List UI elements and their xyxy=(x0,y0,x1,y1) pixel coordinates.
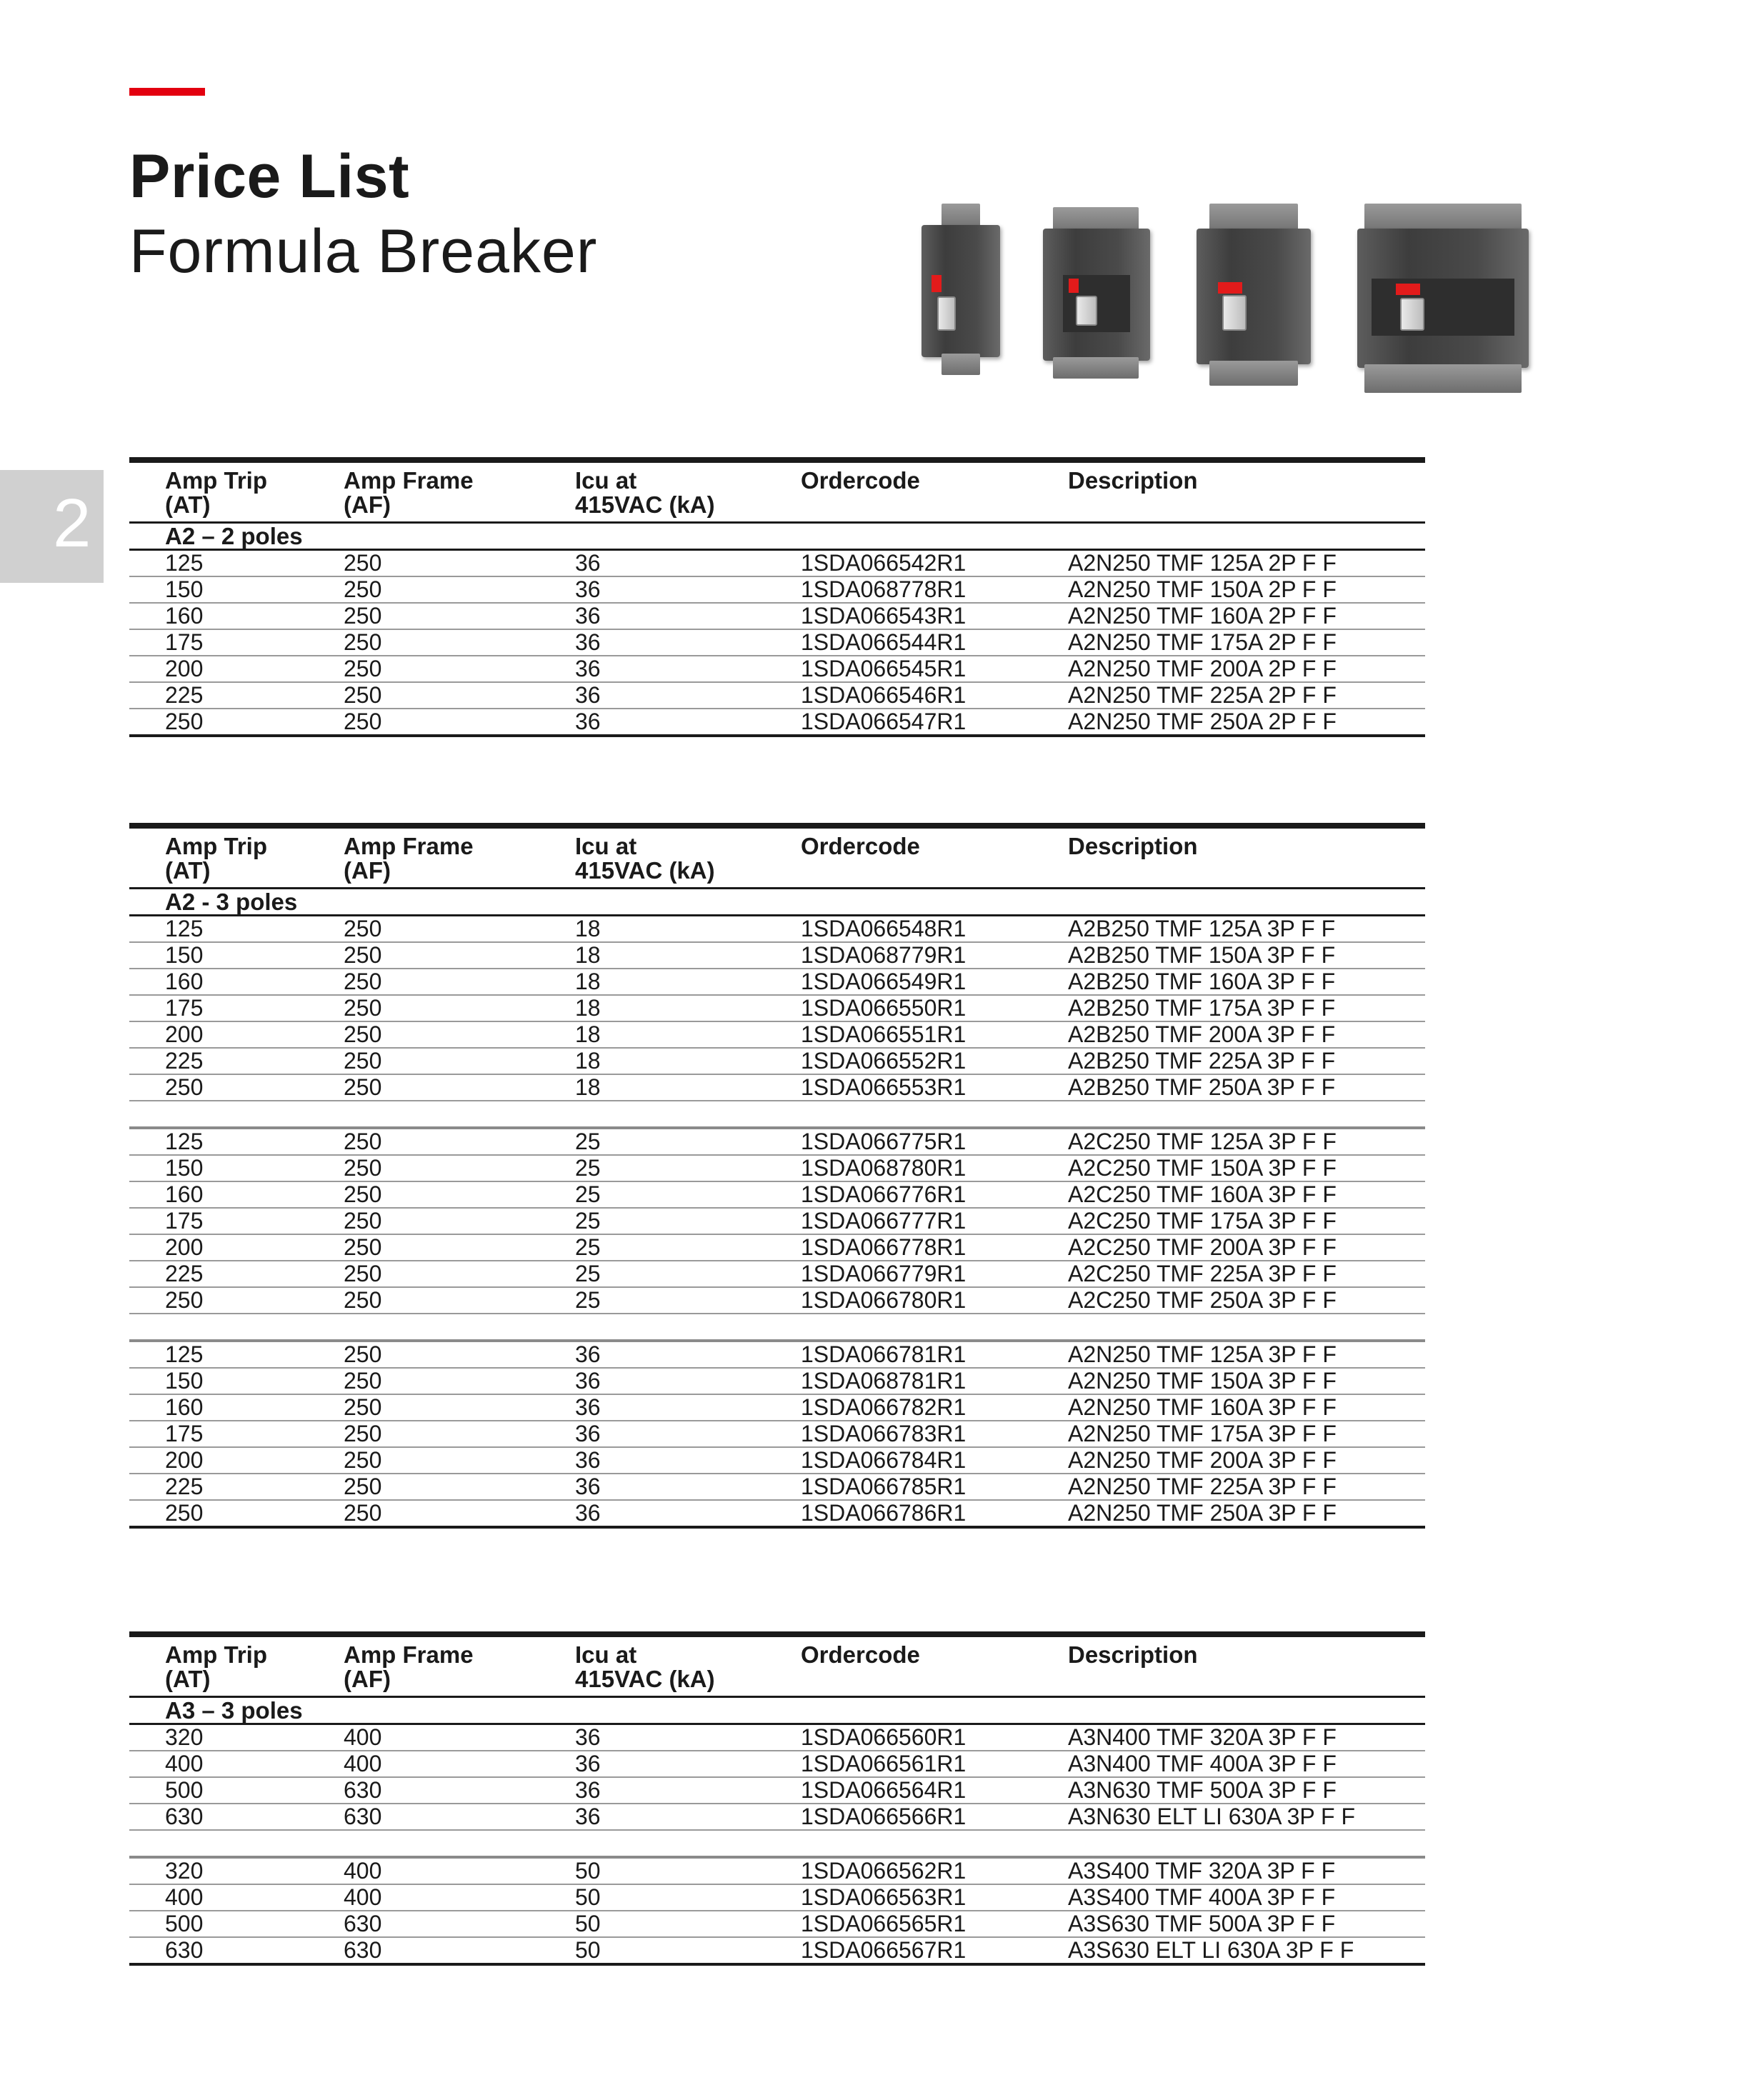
cell-amp-frame: 250 xyxy=(344,1474,575,1500)
table-row xyxy=(129,969,1425,995)
cell-amp-frame: 250 xyxy=(344,1500,575,1527)
column-header-amp-frame: Amp Frame (AF) xyxy=(344,460,575,523)
cell-ordercode: 1SDA066776R1 xyxy=(801,1181,1068,1208)
cell-amp-trip: 630 xyxy=(129,1937,344,1964)
table-row xyxy=(129,1394,1425,1421)
group-label: A2 – 2 poles xyxy=(129,523,1425,550)
table-row xyxy=(129,1884,1425,1911)
cell-amp-trip: 320 xyxy=(129,1857,344,1884)
cell-icu: 36 xyxy=(575,1341,801,1368)
column-header-ordercode: Ordercode xyxy=(801,826,1068,889)
cell-ordercode: 1SDA066779R1 xyxy=(801,1261,1068,1287)
cell-amp-frame: 250 xyxy=(344,1208,575,1234)
cell-amp-frame: 250 xyxy=(344,942,575,969)
cell-amp-frame: 250 xyxy=(344,1181,575,1208)
cell-amp-trip: 250 xyxy=(129,1500,344,1527)
table-row xyxy=(129,1208,1425,1234)
cell-amp-trip: 150 xyxy=(129,1368,344,1394)
cell-icu: 36 xyxy=(575,1804,801,1830)
table-row xyxy=(129,1155,1425,1181)
cell-description: A2N250 TMF 250A 2P F F xyxy=(1068,709,1425,736)
cell-amp-trip: 160 xyxy=(129,969,344,995)
cell-icu: 36 xyxy=(575,682,801,709)
cell-description: A2N250 TMF 125A 3P F F xyxy=(1068,1341,1425,1368)
column-header-amp-trip: Amp Trip (AT) xyxy=(129,826,344,889)
table-row xyxy=(129,1447,1425,1474)
cell-amp-trip: 200 xyxy=(129,1447,344,1474)
cell-ordercode: 1SDA066567R1 xyxy=(801,1937,1068,1964)
cell-ordercode: 1SDA066566R1 xyxy=(801,1804,1068,1830)
table-row xyxy=(129,1341,1425,1368)
cell-amp-trip: 160 xyxy=(129,603,344,629)
cell-amp-frame: 250 xyxy=(344,656,575,682)
cell-ordercode: 1SDA066562R1 xyxy=(801,1857,1068,1884)
cell-ordercode: 1SDA066560R1 xyxy=(801,1724,1068,1751)
cell-icu: 36 xyxy=(575,629,801,656)
cell-amp-frame: 250 xyxy=(344,969,575,995)
column-header-icu: Icu at 415VAC (kA) xyxy=(575,460,801,523)
cell-ordercode: 1SDA066786R1 xyxy=(801,1500,1068,1527)
group-label: A2 - 3 poles xyxy=(129,889,1425,916)
cell-ordercode: 1SDA066545R1 xyxy=(801,656,1068,682)
cell-icu: 36 xyxy=(575,576,801,603)
cell-amp-frame: 250 xyxy=(344,1021,575,1048)
table-row xyxy=(129,1500,1425,1527)
cell-ordercode: 1SDA066543R1 xyxy=(801,603,1068,629)
table-row xyxy=(129,1368,1425,1394)
table-row xyxy=(129,1234,1425,1261)
cell-ordercode: 1SDA066547R1 xyxy=(801,709,1068,736)
cell-description: A2B250 TMF 250A 3P F F xyxy=(1068,1074,1425,1101)
cell-amp-trip: 125 xyxy=(129,916,344,943)
column-header-icu: Icu at 415VAC (kA) xyxy=(575,1634,801,1697)
breaker-2-pole-image xyxy=(922,204,1000,375)
group-row xyxy=(129,889,1425,916)
cell-amp-frame: 250 xyxy=(344,1368,575,1394)
cell-amp-frame: 400 xyxy=(344,1751,575,1777)
cell-description: A2N250 TMF 225A 2P F F xyxy=(1068,682,1425,709)
cell-amp-trip: 320 xyxy=(129,1724,344,1751)
table-row xyxy=(129,629,1425,656)
cell-description: A2N250 TMF 150A 2P F F xyxy=(1068,576,1425,603)
cell-amp-frame: 250 xyxy=(344,550,575,577)
cell-description: A2N250 TMF 175A 3P F F xyxy=(1068,1421,1425,1447)
table-row xyxy=(129,1804,1425,1830)
cell-description: A2C250 TMF 200A 3P F F xyxy=(1068,1234,1425,1261)
table-row xyxy=(129,576,1425,603)
column-header-description: Description xyxy=(1068,826,1425,889)
cell-description: A2N250 TMF 200A 2P F F xyxy=(1068,656,1425,682)
cell-ordercode: 1SDA068778R1 xyxy=(801,576,1068,603)
cell-amp-trip: 500 xyxy=(129,1777,344,1804)
cell-icu: 18 xyxy=(575,942,801,969)
column-header-ordercode: Ordercode xyxy=(801,460,1068,523)
cell-amp-trip: 150 xyxy=(129,1155,344,1181)
table-row xyxy=(129,550,1425,577)
cell-ordercode: 1SDA066783R1 xyxy=(801,1421,1068,1447)
cell-amp-frame: 400 xyxy=(344,1857,575,1884)
cell-amp-frame: 250 xyxy=(344,1128,575,1155)
cell-icu: 25 xyxy=(575,1208,801,1234)
cell-amp-trip: 630 xyxy=(129,1804,344,1830)
cell-amp-trip: 125 xyxy=(129,1341,344,1368)
cell-description: A2N250 TMF 250A 3P F F xyxy=(1068,1500,1425,1527)
cell-ordercode: 1SDA066564R1 xyxy=(801,1777,1068,1804)
section-tab xyxy=(0,470,104,583)
cell-icu: 25 xyxy=(575,1155,801,1181)
cell-description: A2C250 TMF 175A 3P F F xyxy=(1068,1208,1425,1234)
cell-amp-frame: 250 xyxy=(344,709,575,736)
cell-description: A2N250 TMF 125A 2P F F xyxy=(1068,550,1425,577)
cell-amp-trip: 200 xyxy=(129,1234,344,1261)
cell-amp-trip: 200 xyxy=(129,1021,344,1048)
price-table-a2-2-poles xyxy=(129,457,1425,737)
cell-amp-trip: 500 xyxy=(129,1911,344,1937)
cell-amp-frame: 250 xyxy=(344,576,575,603)
cell-icu: 50 xyxy=(575,1884,801,1911)
cell-amp-trip: 175 xyxy=(129,1208,344,1234)
cell-ordercode: 1SDA066778R1 xyxy=(801,1234,1068,1261)
cell-amp-trip: 175 xyxy=(129,1421,344,1447)
cell-amp-frame: 250 xyxy=(344,1155,575,1181)
breaker-a3-image xyxy=(1357,204,1529,393)
cell-description: A2B250 TMF 125A 3P F F xyxy=(1068,916,1425,943)
cell-icu: 36 xyxy=(575,1777,801,1804)
table-row xyxy=(129,995,1425,1021)
page-title: Price List xyxy=(129,142,410,211)
column-header-amp-trip: Amp Trip (AT) xyxy=(129,460,344,523)
cell-ordercode: 1SDA066775R1 xyxy=(801,1128,1068,1155)
cell-amp-frame: 250 xyxy=(344,995,575,1021)
cell-amp-trip: 225 xyxy=(129,1048,344,1074)
cell-icu: 36 xyxy=(575,1394,801,1421)
cell-description: A2B250 TMF 225A 3P F F xyxy=(1068,1048,1425,1074)
cell-amp-frame: 250 xyxy=(344,1234,575,1261)
column-header-icu: Icu at 415VAC (kA) xyxy=(575,826,801,889)
cell-icu: 36 xyxy=(575,1421,801,1447)
cell-amp-frame: 250 xyxy=(344,1341,575,1368)
table-row xyxy=(129,656,1425,682)
cell-amp-frame: 630 xyxy=(344,1911,575,1937)
cell-amp-trip: 225 xyxy=(129,1261,344,1287)
cell-icu: 18 xyxy=(575,969,801,995)
cell-icu: 50 xyxy=(575,1937,801,1964)
cell-amp-frame: 250 xyxy=(344,629,575,656)
table-row xyxy=(129,1181,1425,1208)
cell-description: A2B250 TMF 200A 3P F F xyxy=(1068,1021,1425,1048)
group-label: A3 – 3 poles xyxy=(129,1697,1425,1724)
cell-amp-frame: 250 xyxy=(344,1074,575,1101)
table-row xyxy=(129,1021,1425,1048)
cell-ordercode: 1SDA068781R1 xyxy=(801,1368,1068,1394)
cell-icu: 36 xyxy=(575,550,801,577)
cell-icu: 25 xyxy=(575,1287,801,1314)
cell-ordercode: 1SDA066784R1 xyxy=(801,1447,1068,1474)
table-row xyxy=(129,916,1425,943)
cell-ordercode: 1SDA066552R1 xyxy=(801,1048,1068,1074)
cell-amp-trip: 160 xyxy=(129,1394,344,1421)
cell-amp-frame: 250 xyxy=(344,1394,575,1421)
cell-amp-frame: 400 xyxy=(344,1884,575,1911)
cell-amp-trip: 225 xyxy=(129,682,344,709)
cell-amp-frame: 250 xyxy=(344,1287,575,1314)
cell-amp-frame: 630 xyxy=(344,1777,575,1804)
cell-ordercode: 1SDA066561R1 xyxy=(801,1751,1068,1777)
cell-amp-trip: 175 xyxy=(129,995,344,1021)
table-row xyxy=(129,1128,1425,1155)
cell-amp-frame: 250 xyxy=(344,1447,575,1474)
cell-ordercode: 1SDA066553R1 xyxy=(801,1074,1068,1101)
cell-ordercode: 1SDA068779R1 xyxy=(801,942,1068,969)
table-row xyxy=(129,1857,1425,1884)
table-row xyxy=(129,1074,1425,1101)
cell-ordercode: 1SDA066563R1 xyxy=(801,1884,1068,1911)
page-subtitle: Formula Breaker xyxy=(129,217,598,286)
table-row xyxy=(129,942,1425,969)
cell-description: A2C250 TMF 250A 3P F F xyxy=(1068,1287,1425,1314)
cell-amp-trip: 125 xyxy=(129,550,344,577)
cell-icu: 36 xyxy=(575,1368,801,1394)
cell-amp-trip: 125 xyxy=(129,1128,344,1155)
cell-description: A2N250 TMF 150A 3P F F xyxy=(1068,1368,1425,1394)
cell-amp-trip: 400 xyxy=(129,1884,344,1911)
cell-ordercode: 1SDA066785R1 xyxy=(801,1474,1068,1500)
price-table-a3-3-poles xyxy=(129,1631,1425,1966)
cell-description: A3S400 TMF 320A 3P F F xyxy=(1068,1857,1425,1884)
cell-description: A3N630 ELT LI 630A 3P F F xyxy=(1068,1804,1425,1830)
cell-icu: 18 xyxy=(575,916,801,943)
cell-ordercode: 1SDA066781R1 xyxy=(801,1341,1068,1368)
block-separator xyxy=(129,1314,1425,1341)
cell-description: A3N630 TMF 500A 3P F F xyxy=(1068,1777,1425,1804)
accent-bar xyxy=(129,88,205,96)
product-images xyxy=(914,204,1543,396)
cell-description: A2N250 TMF 175A 2P F F xyxy=(1068,629,1425,656)
table-row xyxy=(129,1911,1425,1937)
cell-icu: 36 xyxy=(575,1500,801,1527)
breaker-3-pole-a2-image xyxy=(1197,204,1311,386)
table-row xyxy=(129,603,1425,629)
cell-icu: 18 xyxy=(575,995,801,1021)
table-row xyxy=(129,1048,1425,1074)
cell-icu: 50 xyxy=(575,1911,801,1937)
cell-amp-frame: 400 xyxy=(344,1724,575,1751)
cell-icu: 18 xyxy=(575,1021,801,1048)
cell-amp-frame: 250 xyxy=(344,603,575,629)
column-header-ordercode: Ordercode xyxy=(801,1634,1068,1697)
cell-ordercode: 1SDA066548R1 xyxy=(801,916,1068,943)
cell-icu: 25 xyxy=(575,1234,801,1261)
block-separator xyxy=(129,1830,1425,1857)
cell-description: A2N250 TMF 160A 3P F F xyxy=(1068,1394,1425,1421)
table-row xyxy=(129,709,1425,736)
cell-icu: 36 xyxy=(575,1724,801,1751)
cell-description: A3S630 ELT LI 630A 3P F F xyxy=(1068,1937,1425,1964)
cell-description: A3N400 TMF 320A 3P F F xyxy=(1068,1724,1425,1751)
cell-description: A2B250 TMF 160A 3P F F xyxy=(1068,969,1425,995)
cell-ordercode: 1SDA066780R1 xyxy=(801,1287,1068,1314)
table-row xyxy=(129,1751,1425,1777)
cell-amp-trip: 400 xyxy=(129,1751,344,1777)
column-header-amp-frame: Amp Frame (AF) xyxy=(344,1634,575,1697)
cell-icu: 36 xyxy=(575,1447,801,1474)
cell-amp-frame: 250 xyxy=(344,1261,575,1287)
cell-amp-trip: 200 xyxy=(129,656,344,682)
header-row xyxy=(129,460,1425,523)
cell-ordercode: 1SDA066777R1 xyxy=(801,1208,1068,1234)
table-row xyxy=(129,1287,1425,1314)
cell-amp-frame: 250 xyxy=(344,682,575,709)
cell-description: A2N250 TMF 225A 3P F F xyxy=(1068,1474,1425,1500)
table-row xyxy=(129,1421,1425,1447)
group-row xyxy=(129,1697,1425,1724)
cell-ordercode: 1SDA066782R1 xyxy=(801,1394,1068,1421)
cell-icu: 36 xyxy=(575,603,801,629)
cell-amp-trip: 250 xyxy=(129,1287,344,1314)
table-row xyxy=(129,1724,1425,1751)
cell-icu: 25 xyxy=(575,1181,801,1208)
cell-description: A2N250 TMF 200A 3P F F xyxy=(1068,1447,1425,1474)
cell-amp-frame: 250 xyxy=(344,916,575,943)
table-row xyxy=(129,1474,1425,1500)
cell-ordercode: 1SDA066565R1 xyxy=(801,1911,1068,1937)
cell-description: A2C250 TMF 225A 3P F F xyxy=(1068,1261,1425,1287)
cell-amp-frame: 630 xyxy=(344,1937,575,1964)
cell-icu: 36 xyxy=(575,656,801,682)
cell-ordercode: 1SDA066544R1 xyxy=(801,629,1068,656)
price-table-a2-3-poles xyxy=(129,823,1425,1529)
cell-ordercode: 1SDA066542R1 xyxy=(801,550,1068,577)
cell-description: A2C250 TMF 160A 3P F F xyxy=(1068,1181,1425,1208)
column-header-amp-trip: Amp Trip (AT) xyxy=(129,1634,344,1697)
cell-description: A2C250 TMF 125A 3P F F xyxy=(1068,1128,1425,1155)
cell-ordercode: 1SDA066551R1 xyxy=(801,1021,1068,1048)
column-header-description: Description xyxy=(1068,1634,1425,1697)
cell-amp-trip: 150 xyxy=(129,576,344,603)
cell-description: A3S400 TMF 400A 3P F F xyxy=(1068,1884,1425,1911)
table-row xyxy=(129,682,1425,709)
cell-icu: 36 xyxy=(575,1474,801,1500)
table-row xyxy=(129,1937,1425,1964)
cell-description: A3S630 TMF 500A 3P F F xyxy=(1068,1911,1425,1937)
block-separator xyxy=(129,1101,1425,1128)
cell-ordercode: 1SDA068780R1 xyxy=(801,1155,1068,1181)
cell-icu: 50 xyxy=(575,1857,801,1884)
column-header-description: Description xyxy=(1068,460,1425,523)
cell-description: A2C250 TMF 150A 3P F F xyxy=(1068,1155,1425,1181)
cell-icu: 25 xyxy=(575,1128,801,1155)
cell-ordercode: 1SDA066546R1 xyxy=(801,682,1068,709)
cell-description: A2N250 TMF 160A 2P F F xyxy=(1068,603,1425,629)
cell-amp-trip: 225 xyxy=(129,1474,344,1500)
cell-amp-frame: 250 xyxy=(344,1048,575,1074)
cell-amp-frame: 630 xyxy=(344,1804,575,1830)
group-row xyxy=(129,523,1425,550)
cell-amp-trip: 150 xyxy=(129,942,344,969)
cell-ordercode: 1SDA066550R1 xyxy=(801,995,1068,1021)
cell-amp-frame: 250 xyxy=(344,1421,575,1447)
cell-icu: 18 xyxy=(575,1074,801,1101)
cell-amp-trip: 175 xyxy=(129,629,344,656)
column-header-amp-frame: Amp Frame (AF) xyxy=(344,826,575,889)
table-row xyxy=(129,1261,1425,1287)
header-row xyxy=(129,1634,1425,1697)
header-row xyxy=(129,826,1425,889)
section-number: 2 xyxy=(53,485,91,561)
cell-description: A3N400 TMF 400A 3P F F xyxy=(1068,1751,1425,1777)
breaker-3-pole-image xyxy=(1043,207,1150,379)
cell-icu: 36 xyxy=(575,709,801,736)
cell-ordercode: 1SDA066549R1 xyxy=(801,969,1068,995)
cell-amp-trip: 250 xyxy=(129,1074,344,1101)
cell-icu: 18 xyxy=(575,1048,801,1074)
cell-amp-trip: 250 xyxy=(129,709,344,736)
cell-amp-trip: 160 xyxy=(129,1181,344,1208)
cell-icu: 36 xyxy=(575,1751,801,1777)
table-row xyxy=(129,1777,1425,1804)
cell-icu: 25 xyxy=(575,1261,801,1287)
cell-description: A2B250 TMF 150A 3P F F xyxy=(1068,942,1425,969)
cell-description: A2B250 TMF 175A 3P F F xyxy=(1068,995,1425,1021)
